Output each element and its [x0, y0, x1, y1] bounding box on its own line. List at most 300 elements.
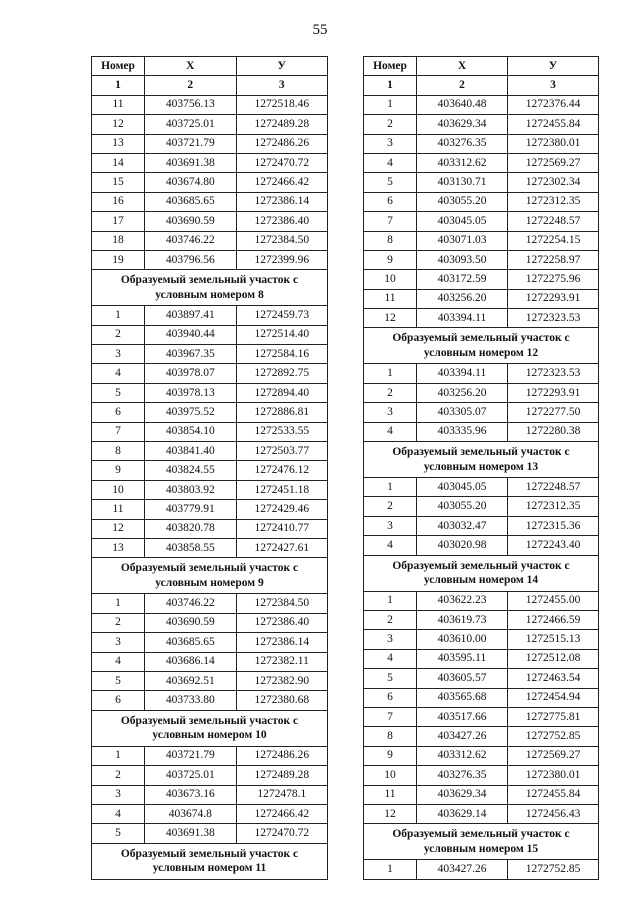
point-number: 2 [364, 383, 417, 402]
page-number: 55 [312, 22, 328, 38]
coordinate-row [92, 461, 328, 480]
coord-x: 403803.92 [145, 480, 237, 499]
coord-x: 403629.34 [417, 785, 508, 804]
section-title: Образуемый земельный участок с условным номером 15 [364, 824, 599, 860]
coordinate-row [364, 536, 599, 555]
coordinate-row [92, 134, 328, 153]
coord-x: 403305.07 [417, 403, 508, 422]
point-number: 16 [92, 192, 145, 211]
coord-y: 1272478.1 [236, 785, 328, 804]
section-title: Образуемый земельный участок с условным номером 9 [92, 558, 328, 594]
coord-x: 403256.20 [417, 289, 508, 308]
coordinates-table-right [363, 56, 599, 880]
coord-y: 1272312.35 [508, 192, 599, 211]
coord-y: 1272466.59 [508, 610, 599, 629]
coord-y: 1272775.81 [508, 707, 599, 726]
coord-x: 403071.03 [417, 231, 508, 250]
coord-x: 403276.35 [417, 766, 508, 785]
section-header-row [364, 328, 599, 364]
coord-y: 1272280.38 [508, 422, 599, 441]
coord-x: 403427.26 [417, 727, 508, 746]
point-number: 8 [364, 727, 417, 746]
point-number: 9 [364, 746, 417, 765]
point-number: 3 [92, 785, 145, 804]
coord-y: 1272382.90 [236, 671, 328, 690]
coord-x: 403691.38 [145, 153, 237, 172]
column-index: 1 [92, 76, 145, 95]
coord-x: 403565.68 [417, 688, 508, 707]
coord-x: 403622.23 [417, 591, 508, 610]
coord-y: 1272380.01 [508, 134, 599, 153]
coordinate-row [364, 289, 599, 308]
section-header-row [364, 442, 599, 478]
section-header-row [92, 843, 328, 879]
coord-x: 403685.65 [145, 192, 237, 211]
point-number: 12 [92, 519, 145, 538]
coordinate-row [92, 442, 328, 461]
coord-x: 403032.47 [417, 516, 508, 535]
point-number: 3 [364, 134, 417, 153]
coord-y: 1272456.43 [508, 804, 599, 823]
point-number: 11 [92, 95, 145, 114]
point-number: 3 [364, 630, 417, 649]
column-index: 1 [364, 76, 417, 95]
point-number: 7 [364, 212, 417, 231]
coord-y: 1272476.12 [236, 461, 328, 480]
coord-x: 403978.07 [145, 364, 237, 383]
coord-x: 403690.59 [145, 212, 237, 231]
coord-x: 403746.22 [145, 594, 237, 613]
coordinate-row [364, 364, 599, 383]
coord-y: 1272466.42 [236, 173, 328, 192]
coordinate-row [364, 383, 599, 402]
coord-x: 403690.59 [145, 613, 237, 632]
coord-x: 403721.79 [145, 134, 237, 153]
point-number: 1 [92, 594, 145, 613]
coordinate-row [364, 497, 599, 516]
point-number: 12 [364, 309, 417, 328]
coord-x: 403335.96 [417, 422, 508, 441]
coord-x: 403610.00 [417, 630, 508, 649]
coord-y: 1272312.35 [508, 497, 599, 516]
column-index: 2 [417, 76, 508, 95]
coordinate-row [364, 250, 599, 269]
coord-x: 403595.11 [417, 649, 508, 668]
coord-y: 1272376.44 [508, 95, 599, 114]
coordinate-row [92, 403, 328, 422]
coord-x: 403796.56 [145, 250, 237, 269]
coordinate-row [364, 422, 599, 441]
point-number: 13 [92, 134, 145, 153]
point-number: 18 [92, 231, 145, 250]
header-x: X [145, 57, 237, 76]
coord-y: 1272486.26 [236, 134, 328, 153]
column-index: 3 [236, 76, 328, 95]
coord-x: 403312.62 [417, 746, 508, 765]
coordinate-row [364, 192, 599, 211]
coord-x: 403312.62 [417, 153, 508, 172]
coord-x: 403674.80 [145, 173, 237, 192]
point-number: 12 [364, 804, 417, 823]
point-number: 4 [364, 536, 417, 555]
coordinates-body-left [92, 95, 328, 879]
coord-y: 1272386.14 [236, 192, 328, 211]
point-number: 11 [364, 289, 417, 308]
coordinate-row [92, 480, 328, 499]
section-title: Образуемый земельный участок с условным номером 11 [92, 843, 328, 879]
coord-x: 403093.50 [417, 250, 508, 269]
coord-x: 403172.59 [417, 270, 508, 289]
coordinate-row [364, 95, 599, 114]
point-number: 6 [364, 688, 417, 707]
coord-x: 403640.48 [417, 95, 508, 114]
header-row [364, 57, 599, 76]
coordinate-row [92, 153, 328, 172]
coordinate-row [364, 610, 599, 629]
coord-x: 403674.8 [145, 804, 237, 823]
header-y: У [508, 57, 599, 76]
coord-x: 403725.01 [145, 766, 237, 785]
coord-x: 403629.34 [417, 115, 508, 134]
coord-x: 403967.35 [145, 345, 237, 364]
coordinate-row [364, 115, 599, 134]
coord-x: 403276.35 [417, 134, 508, 153]
coord-y: 1272399.96 [236, 250, 328, 269]
column-index-row [364, 76, 599, 95]
coord-y: 1272454.94 [508, 688, 599, 707]
coord-x: 403673.16 [145, 785, 237, 804]
coordinate-row [364, 212, 599, 231]
coordinate-row [92, 633, 328, 652]
coord-y: 1272569.27 [508, 746, 599, 765]
coordinate-row [92, 115, 328, 134]
coordinate-row [364, 669, 599, 688]
column-index-row [92, 76, 328, 95]
coordinate-row [92, 652, 328, 671]
point-number: 5 [364, 669, 417, 688]
coordinate-row [92, 613, 328, 632]
section-title: Образуемый земельный участок с условным номером 12 [364, 328, 599, 364]
coordinate-row [92, 212, 328, 231]
coord-y: 1272386.40 [236, 613, 328, 632]
point-number: 6 [92, 403, 145, 422]
coord-y: 1272386.40 [236, 212, 328, 231]
coord-x: 403055.20 [417, 497, 508, 516]
point-number: 4 [92, 804, 145, 823]
coordinate-row [92, 364, 328, 383]
coord-y: 1272323.53 [508, 364, 599, 383]
coord-y: 1272293.91 [508, 289, 599, 308]
point-number: 3 [92, 633, 145, 652]
point-number: 2 [364, 115, 417, 134]
coord-x: 403975.52 [145, 403, 237, 422]
coord-y: 1272254.15 [508, 231, 599, 250]
coordinate-row [92, 422, 328, 441]
coord-x: 403692.51 [145, 671, 237, 690]
section-title: Образуемый земельный участок с условным номером 13 [364, 442, 599, 478]
point-number: 1 [92, 746, 145, 765]
coord-x: 403020.98 [417, 536, 508, 555]
point-number: 3 [364, 516, 417, 535]
point-number: 14 [92, 153, 145, 172]
coord-y: 1272410.77 [236, 519, 328, 538]
coordinate-row [92, 231, 328, 250]
coord-x: 403824.55 [145, 461, 237, 480]
coordinate-row [364, 727, 599, 746]
point-number: 5 [92, 671, 145, 690]
coord-y: 1272455.84 [508, 115, 599, 134]
point-number: 15 [92, 173, 145, 192]
coord-y: 1272894.40 [236, 383, 328, 402]
point-number: 19 [92, 250, 145, 269]
coordinate-row [92, 594, 328, 613]
coord-y: 1272486.26 [236, 746, 328, 765]
coordinate-row [364, 804, 599, 823]
coord-y: 1272584.16 [236, 345, 328, 364]
coordinate-row [364, 478, 599, 497]
point-number: 4 [364, 649, 417, 668]
coord-x: 403854.10 [145, 422, 237, 441]
coord-x: 403686.14 [145, 652, 237, 671]
coord-y: 1272470.72 [236, 153, 328, 172]
coord-x: 403978.13 [145, 383, 237, 402]
coord-y: 1272429.46 [236, 500, 328, 519]
coord-y: 1272384.50 [236, 594, 328, 613]
coord-y: 1272455.00 [508, 591, 599, 610]
coord-x: 403045.05 [417, 478, 508, 497]
coord-x: 403394.11 [417, 309, 508, 328]
coord-x: 403055.20 [417, 192, 508, 211]
coordinate-row [92, 250, 328, 269]
coord-x: 403045.05 [417, 212, 508, 231]
coordinate-row [92, 804, 328, 823]
point-number: 10 [364, 270, 417, 289]
coord-x: 403130.71 [417, 173, 508, 192]
coord-y: 1272382.11 [236, 652, 328, 671]
coordinate-row [364, 173, 599, 192]
point-number: 4 [92, 652, 145, 671]
header-y: У [236, 57, 328, 76]
coordinate-row [364, 309, 599, 328]
coord-x: 403605.57 [417, 669, 508, 688]
coord-y: 1272470.72 [236, 824, 328, 843]
point-number: 3 [364, 403, 417, 422]
coordinates-body-right [364, 95, 599, 879]
point-number: 4 [364, 153, 417, 172]
coord-y: 1272892.75 [236, 364, 328, 383]
coord-x: 403394.11 [417, 364, 508, 383]
coord-y: 1272302.34 [508, 173, 599, 192]
coordinate-row [92, 345, 328, 364]
coordinate-row [92, 691, 328, 710]
coord-y: 1272248.57 [508, 478, 599, 497]
point-number: 2 [92, 766, 145, 785]
coordinate-row [364, 746, 599, 765]
coord-y: 1272243.40 [508, 536, 599, 555]
coordinate-row [364, 649, 599, 668]
point-number: 1 [364, 591, 417, 610]
section-title: Образуемый земельный участок с условным номером 14 [364, 555, 599, 591]
coordinate-row [92, 325, 328, 344]
coordinate-row [364, 591, 599, 610]
coordinate-row [364, 153, 599, 172]
coord-y: 1272752.85 [508, 860, 599, 879]
coord-y: 1272514.40 [236, 325, 328, 344]
coordinate-row [92, 766, 328, 785]
coordinates-table-left [91, 56, 328, 880]
coord-y: 1272533.55 [236, 422, 328, 441]
coord-y: 1272451.18 [236, 480, 328, 499]
coord-y: 1272275.96 [508, 270, 599, 289]
point-number: 8 [364, 231, 417, 250]
coord-x: 403256.20 [417, 383, 508, 402]
coord-x: 403721.79 [145, 746, 237, 765]
coordinate-row [364, 688, 599, 707]
coord-y: 1272386.14 [236, 633, 328, 652]
point-number: 13 [92, 538, 145, 557]
coord-y: 1272380.01 [508, 766, 599, 785]
coord-x: 403733.80 [145, 691, 237, 710]
coordinate-row [92, 824, 328, 843]
coord-y: 1272248.57 [508, 212, 599, 231]
coord-y: 1272503.77 [236, 442, 328, 461]
coordinate-row [92, 306, 328, 325]
point-number: 17 [92, 212, 145, 231]
coord-x: 403746.22 [145, 231, 237, 250]
point-number: 2 [92, 325, 145, 344]
coord-y: 1272384.50 [236, 231, 328, 250]
coord-y: 1272258.97 [508, 250, 599, 269]
point-number: 6 [364, 192, 417, 211]
coordinate-row [92, 95, 328, 114]
coord-y: 1272293.91 [508, 383, 599, 402]
coordinate-row [92, 383, 328, 402]
point-number: 5 [364, 173, 417, 192]
point-number: 2 [364, 610, 417, 629]
coord-x: 403685.65 [145, 633, 237, 652]
point-number: 3 [92, 345, 145, 364]
point-number: 4 [364, 422, 417, 441]
point-number: 9 [364, 250, 417, 269]
coord-y: 1272455.84 [508, 785, 599, 804]
section-header-row [92, 270, 328, 306]
coord-y: 1272459.73 [236, 306, 328, 325]
coordinate-row [92, 519, 328, 538]
point-number: 1 [92, 306, 145, 325]
coordinate-row [364, 766, 599, 785]
coord-x: 403820.78 [145, 519, 237, 538]
column-index: 2 [145, 76, 237, 95]
coordinate-row [364, 516, 599, 535]
coord-x: 403619.73 [417, 610, 508, 629]
coordinate-row [364, 134, 599, 153]
point-number: 5 [92, 383, 145, 402]
coord-y: 1272463.54 [508, 669, 599, 688]
point-number: 7 [364, 707, 417, 726]
coord-x: 403517.66 [417, 707, 508, 726]
coordinate-row [364, 707, 599, 726]
point-number: 2 [92, 613, 145, 632]
coordinate-row [92, 500, 328, 519]
point-number: 1 [364, 364, 417, 383]
coord-x: 403779.91 [145, 500, 237, 519]
coordinate-row [92, 173, 328, 192]
point-number: 2 [364, 497, 417, 516]
coord-x: 403858.55 [145, 538, 237, 557]
point-number: 9 [92, 461, 145, 480]
coord-y: 1272380.68 [236, 691, 328, 710]
coordinate-row [364, 270, 599, 289]
point-number: 8 [92, 442, 145, 461]
coord-y: 1272489.28 [236, 115, 328, 134]
coord-y: 1272427.61 [236, 538, 328, 557]
coordinate-row [364, 860, 599, 879]
coordinate-row [92, 671, 328, 690]
header-row [92, 57, 328, 76]
point-number: 4 [92, 364, 145, 383]
coordinate-row [364, 403, 599, 422]
section-header-row [92, 558, 328, 594]
point-number: 6 [92, 691, 145, 710]
coord-y: 1272277.50 [508, 403, 599, 422]
coord-x: 403427.26 [417, 860, 508, 879]
section-title: Образуемый земельный участок с условным номером 8 [92, 270, 328, 306]
header-number: Номер [92, 57, 145, 76]
coord-y: 1272752.85 [508, 727, 599, 746]
point-number: 11 [364, 785, 417, 804]
header-x: X [417, 57, 508, 76]
coord-y: 1272315.36 [508, 516, 599, 535]
coordinate-row [364, 231, 599, 250]
coord-x: 403691.38 [145, 824, 237, 843]
coord-y: 1272515.13 [508, 630, 599, 649]
coord-y: 1272489.28 [236, 766, 328, 785]
coordinate-row [364, 785, 599, 804]
coordinate-row [364, 630, 599, 649]
coord-x: 403725.01 [145, 115, 237, 134]
section-title: Образуемый земельный участок с условным номером 10 [92, 710, 328, 746]
section-header-row [364, 555, 599, 591]
point-number: 12 [92, 115, 145, 134]
coord-x: 403897.41 [145, 306, 237, 325]
point-number: 10 [92, 480, 145, 499]
coord-y: 1272512.08 [508, 649, 599, 668]
point-number: 1 [364, 95, 417, 114]
point-number: 1 [364, 478, 417, 497]
column-index: 3 [508, 76, 599, 95]
point-number: 10 [364, 766, 417, 785]
coord-x: 403841.40 [145, 442, 237, 461]
point-number: 5 [92, 824, 145, 843]
point-number: 7 [92, 422, 145, 441]
coord-y: 1272569.27 [508, 153, 599, 172]
coord-x: 403756.13 [145, 95, 237, 114]
section-header-row [92, 710, 328, 746]
coord-y: 1272466.42 [236, 804, 328, 823]
coord-x: 403629.14 [417, 804, 508, 823]
section-header-row [364, 824, 599, 860]
coordinate-row [92, 785, 328, 804]
point-number: 1 [364, 860, 417, 879]
coordinate-row [92, 192, 328, 211]
coord-y: 1272518.46 [236, 95, 328, 114]
coordinate-row [92, 538, 328, 557]
point-number: 11 [92, 500, 145, 519]
header-number: Номер [364, 57, 417, 76]
coord-y: 1272323.53 [508, 309, 599, 328]
coordinate-row [92, 746, 328, 765]
coord-y: 1272886.81 [236, 403, 328, 422]
